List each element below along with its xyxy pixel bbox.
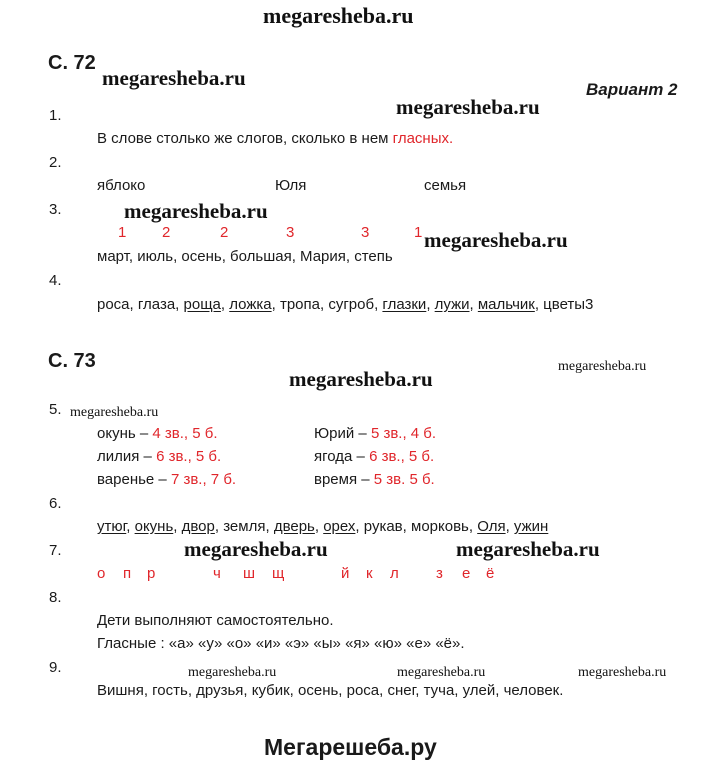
answer-3-words: март, июль, осень, большая, Мария, степь — [97, 248, 393, 265]
page-72-heading: С. 72 — [48, 52, 96, 74]
separator: , — [469, 296, 478, 313]
answer-1-highlight: гласных. — [392, 130, 454, 147]
item-number-8: 8. — [49, 589, 62, 606]
separator: , — [319, 296, 329, 313]
watermark-3: megaresheba.ru — [124, 199, 268, 223]
watermark-7: megaresheba.ru — [70, 405, 159, 420]
answer-1 — [97, 130, 453, 147]
watermark-8: megaresheba.ru — [184, 537, 328, 561]
word: время – — [314, 471, 374, 488]
separator: , — [214, 518, 224, 535]
separator: , — [468, 518, 478, 535]
separator: , — [173, 518, 182, 535]
separator: , — [314, 518, 324, 535]
answer-4-list — [97, 296, 593, 313]
watermark-4: megaresheba.ru — [424, 228, 568, 252]
sound-letter-row-2 — [97, 448, 221, 465]
answer-2-word-c: семья — [424, 177, 467, 194]
sound-letter-count: 5 зв., 4 б. — [370, 425, 437, 442]
consonant-3: р — [147, 565, 156, 582]
separator: , — [402, 518, 411, 535]
separator: , — [355, 518, 364, 535]
sound-letter-row-6 — [314, 471, 435, 488]
variant-label: Вариант 2 — [586, 80, 678, 99]
answer-2-word-b: Юля — [275, 177, 307, 194]
syllable-count-5: 3 — [361, 224, 370, 241]
separator: , — [505, 518, 514, 535]
item-number-1: 1. — [49, 107, 62, 124]
sound-letter-count: 6 зв., 5 б. — [369, 448, 435, 465]
consonant-1: о — [97, 565, 106, 582]
watermark-9: megaresheba.ru — [456, 537, 600, 561]
word: ягода – — [314, 448, 370, 465]
underlined-word: роща — [183, 296, 221, 313]
syllable-count-1: 1 — [118, 224, 127, 241]
underlined-word: мальчик — [477, 296, 535, 313]
separator: , — [426, 296, 435, 313]
word: морковь — [411, 518, 469, 535]
word: лилия – — [97, 448, 157, 465]
answer-9: Вишня, гость, друзья, кубик, осень, роса, снег, туча, улей, человек. — [97, 682, 564, 699]
watermark-6: megaresheba.ru — [289, 367, 433, 391]
item-number-5: 5. — [49, 401, 62, 418]
sound-letter-count: 4 зв., 5 б. — [152, 425, 218, 442]
item-number-6: 6. — [49, 495, 62, 512]
consonant-9: л — [390, 565, 399, 582]
sound-letter-count: 6 зв., 5 б. — [156, 448, 222, 465]
separator: , — [175, 296, 184, 313]
separator: , — [220, 296, 230, 313]
underlined-word: ложка — [229, 296, 272, 313]
item-number-7: 7. — [49, 542, 62, 559]
word: Юрий – — [314, 425, 371, 442]
sound-letter-count: 5 зв. 5 б. — [373, 471, 435, 488]
underlined-word: лужи — [434, 296, 470, 313]
separator: , — [271, 296, 280, 313]
bottom-watermark: Мегарешеба.ру — [264, 734, 437, 760]
word: роса — [97, 296, 130, 313]
syllable-count-4: 3 — [286, 224, 295, 241]
answer-1-text: В слове столько же слогов, сколько в нем — [97, 130, 393, 147]
underlined-word: окунь — [134, 518, 174, 535]
word: рукав — [363, 518, 403, 535]
watermark-11: megaresheba.ru — [397, 665, 486, 680]
top-watermark: megaresheba.ru — [263, 3, 414, 28]
item-number-4: 4. — [49, 272, 62, 289]
word: сугроб — [328, 296, 375, 313]
answer-8-line-2: Гласные : «а» «у» «о» «и» «э» «ы» «я» «ю» «е» «ё». — [97, 635, 465, 652]
consonant-7: й — [341, 565, 350, 582]
syllable-count-2: 2 — [162, 224, 171, 241]
separator: , — [265, 518, 274, 535]
word: земля — [223, 518, 266, 535]
page-73-heading: С. 73 — [48, 350, 96, 372]
sound-letter-row-5 — [314, 448, 434, 465]
underlined-word: двор — [181, 518, 215, 535]
answer-6-list — [97, 518, 548, 535]
sound-letter-row-3 — [97, 471, 236, 488]
separator: , — [534, 296, 544, 313]
watermark-2: megaresheba.ru — [396, 95, 540, 119]
consonant-4: ч — [213, 565, 221, 582]
consonant-8: к — [366, 565, 373, 582]
watermark-12: megaresheba.ru — [578, 665, 667, 680]
word: глаза — [137, 296, 176, 313]
word: окунь – — [97, 425, 153, 442]
word: цветы3 — [543, 296, 594, 313]
sound-letter-row-1 — [97, 425, 218, 442]
item-number-3: 3. — [49, 201, 62, 218]
consonant-5: ш — [243, 565, 256, 582]
sound-letter-count: 7 зв., 7 б. — [170, 471, 237, 488]
consonant-2: п — [123, 565, 132, 582]
consonant-6: щ — [272, 565, 285, 582]
answer-2-word-a: яблоко — [97, 177, 146, 194]
underlined-word: дверь — [273, 518, 315, 535]
sound-letter-row-4 — [314, 425, 436, 442]
item-number-9: 9. — [49, 659, 62, 676]
word: тропа — [279, 296, 320, 313]
word: варенье – — [97, 471, 171, 488]
syllable-count-3: 2 — [220, 224, 229, 241]
underlined-word: орех — [323, 518, 356, 535]
watermark-1: megaresheba.ru — [102, 66, 246, 90]
item-number-2: 2. — [49, 154, 62, 171]
underlined-word: Оля — [477, 518, 506, 535]
syllable-count-6: 1 — [414, 224, 423, 241]
separator: , — [126, 518, 135, 535]
consonant-12: ё — [486, 565, 495, 582]
answer-8-line-1: Дети выполняют самостоятельно. — [97, 612, 334, 629]
watermark-10: megaresheba.ru — [188, 665, 277, 680]
separator: , — [374, 296, 383, 313]
separator: , — [129, 296, 138, 313]
consonant-10: з — [436, 565, 443, 582]
underlined-word: глазки — [382, 296, 427, 313]
underlined-word: ужин — [513, 518, 549, 535]
watermark-5: megaresheba.ru — [558, 359, 647, 374]
underlined-word: утюг — [97, 518, 127, 535]
consonant-11: е — [462, 565, 471, 582]
